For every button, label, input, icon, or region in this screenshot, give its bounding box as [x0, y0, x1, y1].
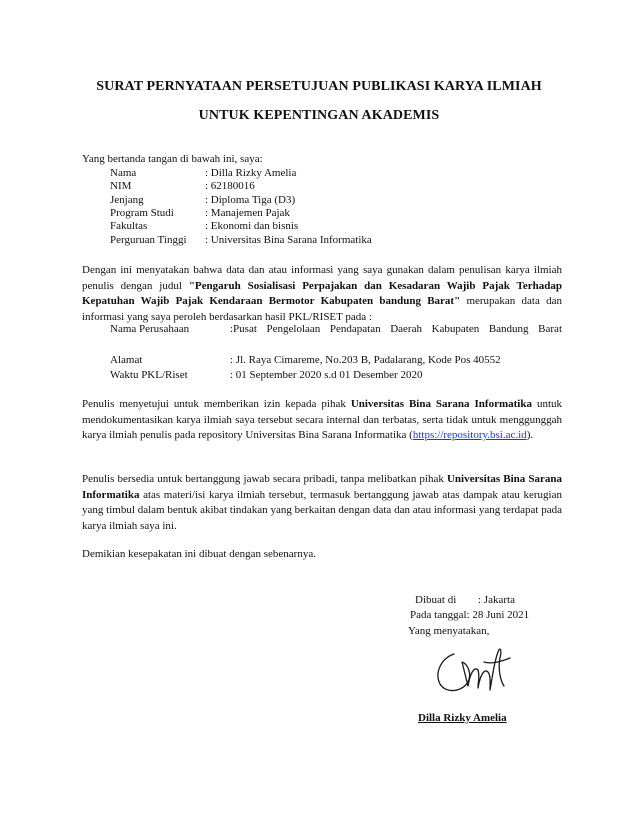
university-name: Universitas Bina Sarana Informatika — [82, 473, 562, 501]
company-name-label: Nama Perusahaan — [110, 323, 190, 335]
repository-link[interactable]: https://repository.bsi.ac.id — [412, 429, 527, 441]
place-label: Dibuat di — [415, 594, 457, 606]
identity-value: : Diploma Tiga (D3) — [205, 194, 296, 206]
document-title-line2: UNTUK KEPENTINGAN AKADEMIS — [198, 108, 440, 123]
university-name: Universitas Bina Sarana Informatika — [350, 398, 532, 410]
identity-value: : Universitas Bina Sarana Informatika — [205, 234, 372, 246]
intro-text: Yang bertanda tangan di bawah ini, saya: — [82, 153, 263, 165]
place-value: : Jakarta — [478, 594, 515, 606]
permission-text-mid: untuk mendokumentasikan karya ilmiah saya tersebut secara internal dan terbatas, serta tidak untuk menggunggah karya ilmiah penulis pada repository Universitas Bina Sarana Informatika ( — [82, 398, 562, 441]
identity-label: Perguruan Tinggi — [110, 234, 187, 246]
identity-label: Jenjang — [110, 194, 144, 206]
address-label: Alamat — [110, 354, 143, 366]
handwritten-signature — [428, 640, 518, 702]
document-title-line1: SURAT PERNYATAAN PERSETUJUAN PUBLIKASI KARYA ILMIAH — [96, 79, 542, 94]
identity-value: : Ekonomi dan bisnis — [205, 220, 299, 232]
statement-paragraph — [82, 263, 562, 325]
date-text: Pada tanggal: 28 Juni 2021 — [410, 609, 530, 621]
company-name-value — [230, 322, 562, 337]
period-label: Waktu PKL/Riset — [110, 369, 188, 381]
permission-text-end: ). — [526, 429, 534, 441]
identity-label: Fakultas — [110, 220, 148, 232]
statement-text: Dengan ini menyatakan bahwa data dan atau informasi yang saya gunakan dalam penulisan karya ilmiah penulis dengan judul — [82, 264, 562, 292]
closing-text: Demikian kesepakatan ini dibuat dengan sebenarnya. — [82, 548, 316, 560]
company-name-text: :Pusat Pengelolaan Pendapatan Daerah Kabupaten Bandung Barat — [230, 323, 562, 335]
statement-text-end: merupakan data dan informasi yang saya peroleh berdasarkan hasil PKL/RISET pada : — [82, 295, 562, 323]
period-value: : 01 September 2020 s.d 01 Desember 2020 — [230, 369, 423, 381]
identity-value: : Manajemen Pajak — [205, 207, 290, 219]
signer-name: Dilla Rizky Amelia — [418, 712, 507, 724]
identity-label: NIM — [110, 180, 132, 192]
permission-text: Penulis menyetujui untuk memberikan izin kepada pihak — [82, 398, 351, 410]
address-value: : Jl. Raya Cimareme, No.203 B, Padalarang, Kode Pos 40552 — [230, 354, 501, 366]
identity-value: : 62180016 — [205, 180, 255, 192]
identity-label: Nama — [110, 167, 137, 179]
thesis-title: "Pengaruh Sosialisasi Perpajakan dan Kesadaran Wajib Pajak Terhadap Kepatuhan Wajib Pajak Kendaraan Bermotor Kabupaten bandung Barat" — [82, 279, 562, 307]
permission-paragraph — [82, 397, 562, 444]
declarant-text: Yang menyatakan, — [408, 625, 490, 637]
identity-label: Program Studi — [110, 207, 174, 219]
responsibility-text: Penulis bersedia untuk bertanggung jawab secara pribadi, tanpa melibatkan pihak — [82, 473, 447, 485]
responsibility-paragraph — [82, 472, 562, 534]
identity-value: : Dilla Rizky Amelia — [205, 167, 297, 179]
responsibility-text-end: atas materi/isi karya ilmiah tersebut, termasuk bertanggung jawab atas dampak atau kerugian yang timbul dalam bentuk akibat tindakan yang berkaitan dengan data dan atau informasi yang terdapat pada karya ilmiah saya ini. — [82, 488, 562, 532]
